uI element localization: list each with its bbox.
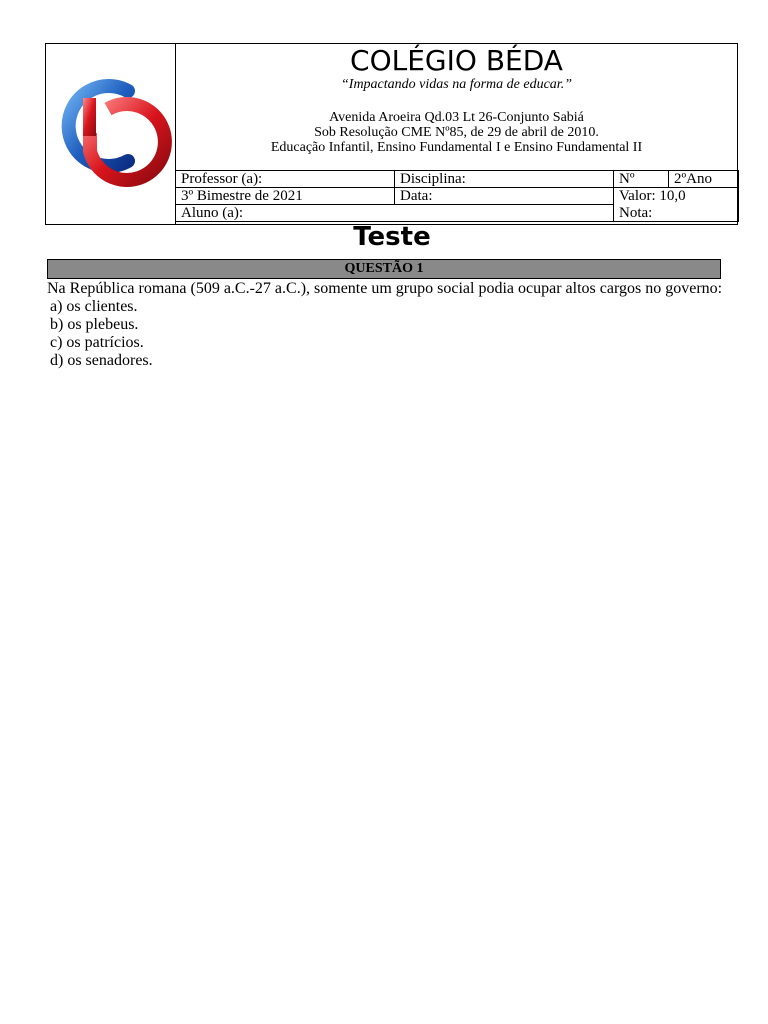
address-line-3: Educação Infantil, Ensino Fundamental I e Ensino Fundamental II — [270, 140, 643, 155]
school-logo — [48, 71, 172, 197]
ano-cell: 2ºAno — [669, 171, 739, 188]
disciplina-field[interactable]: Disciplina: — [395, 171, 614, 188]
option-c[interactable]: c) os patrícios. — [50, 334, 144, 351]
aluno-field[interactable]: Aluno (a): — [176, 205, 614, 222]
professor-field[interactable]: Professor (a): — [176, 171, 395, 188]
address-line-2: Sob Resolução CME Nº85, de 29 de abril de 2010. — [314, 125, 599, 140]
page-title: Teste — [353, 222, 431, 252]
question-heading: QUESTÃO 1 — [47, 259, 721, 279]
option-a[interactable]: a) os clientes. — [50, 298, 138, 315]
student-info-table — [175, 170, 739, 222]
numero-field[interactable]: Nº — [614, 171, 669, 188]
question-text: Na República romana (509 a.C.-27 a.C.), somente um grupo social podia ocupar altos cargos no governo: — [47, 280, 723, 297]
school-name: COLÉGIO BÉDA — [350, 44, 563, 77]
school-header — [45, 43, 738, 225]
data-field[interactable]: Data: — [395, 188, 614, 205]
school-motto: “Impactando vidas na forma de educar.” — [341, 77, 572, 92]
option-b[interactable]: b) os plebeus. — [50, 316, 139, 333]
logo-cell — [46, 44, 176, 224]
valor-cell: Valor: 10,0 — [614, 188, 739, 205]
address-line-1: Avenida Aroeira Qd.03 Lt 26-Conjunto Sabiá — [329, 110, 584, 125]
question-body — [47, 280, 727, 370]
bimestre-cell: 3º Bimestre de 2021 — [176, 188, 395, 205]
nota-field[interactable]: Nota: — [614, 205, 739, 222]
logo-red-bar — [83, 98, 96, 136]
option-d[interactable]: d) os senadores. — [50, 352, 153, 369]
